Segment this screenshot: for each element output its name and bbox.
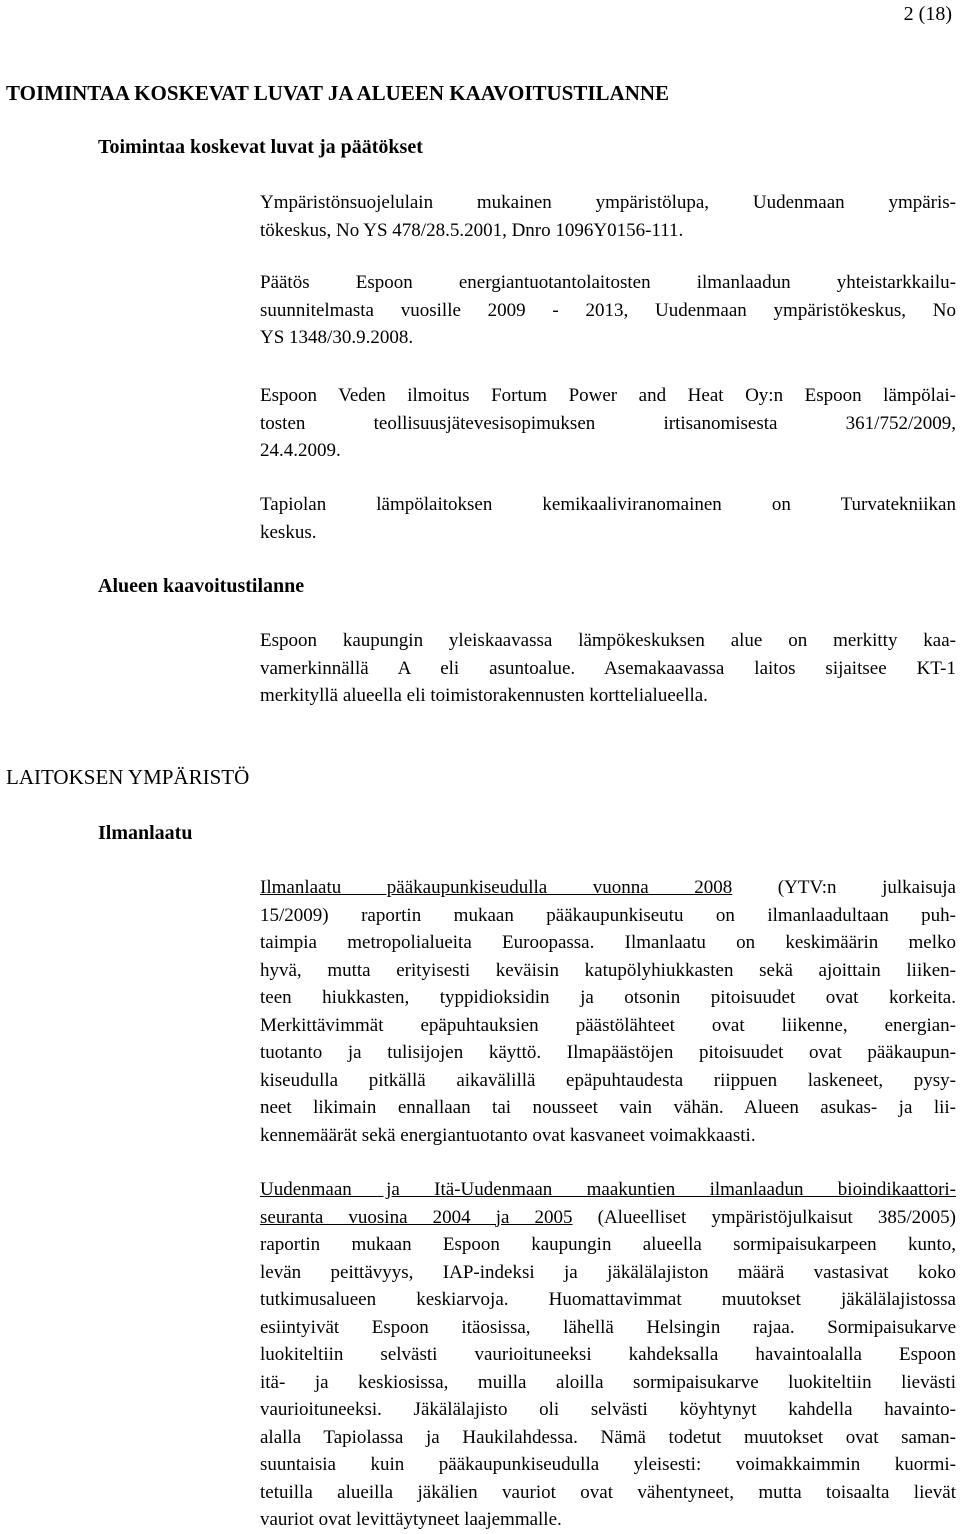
text-line bbox=[260, 874, 956, 902]
section-title-environment: LAITOKSEN YMPÄRISTÖ bbox=[6, 765, 250, 789]
text-line: vauriot ovat levittäytyneet laajemmalle. bbox=[260, 1509, 562, 1530]
text-line: 15/2009) raportin mukaan pääkaupunkiseutu on ilmanlaadultaan puh- bbox=[260, 904, 956, 926]
paragraph-air-quality-report bbox=[260, 874, 956, 1149]
text-line: vamerkinnällä A eli asuntoalue. Asemakaavassa laitos sijaitsee KT-1 bbox=[260, 657, 956, 679]
page-number: 2 (18) bbox=[903, 3, 952, 25]
section-title-permits: TOIMINTAA KOSKEVAT LUVAT JA ALUEEN KAAVOITUSTILANNE bbox=[6, 81, 670, 105]
text-line: itä- ja keskiosissa, muilla aloilla sormipaisukarve luokiteltiin lievästi bbox=[260, 1371, 956, 1393]
text-line: alalla Tapiolassa ja Haukilahdessa. Nämä todetut muutokset ovat saman- bbox=[260, 1426, 956, 1448]
text-line: neet likimain ennallaan tai nousseet vain vähän. Alueen asukas- ja lii- bbox=[260, 1097, 956, 1118]
text-line bbox=[260, 1176, 956, 1204]
text-line: tökeskus, No YS 478/28.5.2001, Dnro 1096Y0156-111. bbox=[260, 219, 684, 241]
text-line: Päätös Espoon energiantuotantolaitosten ilmanlaadun yhteistarkkailu- bbox=[260, 272, 956, 293]
text-line: tuotanto ja tulisijojen käyttö. Ilmapäästöjen pitoisuudet ovat pääkaupun- bbox=[260, 1042, 956, 1063]
text-line: Tapiolan lämpölaitoksen kemikaaliviranomainen on Turvatekniikan bbox=[260, 494, 956, 515]
text-line: esiintyivät Espoon itäosissa, lähellä Helsingin rajaa. Sormipaisukarve bbox=[260, 1316, 956, 1338]
report-link[interactable]: Uudenmaan ja Itä-Uudenmaan maakuntien ilmanlaadun bioindikaattori- bbox=[260, 1179, 956, 1200]
text-line: suuntaisia kuin pääkaupunkiseudulla yleisesti: voimakkaimmin kuormi- bbox=[260, 1454, 956, 1475]
text-line: levän peittävyys, IAP-indeksi ja jäkälälajiston määrä vastasivat koko bbox=[260, 1261, 956, 1283]
text-line: Espoon Veden ilmoitus Fortum Power and Heat Oy:n Espoon lämpölai- bbox=[260, 385, 956, 406]
paragraph-wastewater-notice bbox=[260, 382, 956, 465]
text-line: raportin mukaan Espoon kaupungin alueella sormipaisukarpeen kunto, bbox=[260, 1234, 956, 1255]
paragraph-chemical-authority bbox=[260, 491, 956, 546]
report-link[interactable]: Ilmanlaatu pääkaupunkiseudulla vuonna 2008 bbox=[260, 877, 733, 898]
text-fragment: (YTV:n julkaisuja bbox=[732, 877, 956, 898]
text-line: YS 1348/30.9.2008. bbox=[260, 327, 414, 348]
paragraph-environmental-permit bbox=[260, 189, 956, 244]
text-fragment: (Alueelliset ympäristöjulkaisut 385/2005) bbox=[572, 1206, 956, 1228]
text-line: merkityllä alueella eli toimistorakennusten korttelialueella. bbox=[260, 685, 708, 706]
paragraph-zoning bbox=[260, 627, 956, 710]
subsection-title-air-quality: Ilmanlaatu bbox=[98, 822, 193, 844]
text-line: tosten teollisuusjätevesisopimuksen irtisanomisesta 361/752/2009, bbox=[260, 412, 956, 434]
text-line: Merkittävimmät epäpuhtauksien päästölähteet ovat liikenne, energian- bbox=[260, 1014, 956, 1036]
text-line: hyvä, mutta erityisesti keväisin katupölyhiukkasten sekä ajoittain liiken- bbox=[260, 959, 956, 981]
paragraph-air-quality-decision bbox=[260, 269, 956, 352]
text-line: 24.4.2009. bbox=[260, 440, 341, 461]
text-line: luokiteltiin selvästi vaurioituneeksi kahdeksalla havaintoalalla Espoon bbox=[260, 1344, 956, 1365]
text-line: kennemäärät sekä energiantuotanto ovat kasvaneet voimakkaasti. bbox=[260, 1124, 756, 1146]
subsection-title-permits: Toimintaa koskevat luvat ja päätökset bbox=[98, 136, 423, 158]
text-line: tutkimusalueen keskiarvoja. Huomattavimmat muutokset jäkälälajistossa bbox=[260, 1289, 956, 1310]
text-line: suunnitelmasta vuosille 2009 - 2013, Uudenmaan ympäristökeskus, No bbox=[260, 299, 956, 321]
text-line: taimpia metropolialueita Euroopassa. Ilmanlaatu on keskimäärin melko bbox=[260, 932, 956, 953]
text-line bbox=[260, 1204, 956, 1232]
text-line: kiseudulla pitkällä aikavälillä epäpuhtaudesta riippuen laskeneet, pysy- bbox=[260, 1069, 956, 1091]
text-line: Espoon kaupungin yleiskaavassa lämpökeskuksen alue on merkitty kaa- bbox=[260, 630, 956, 651]
text-line: Ympäristönsuojelulain mukainen ympäristölupa, Uudenmaan ympäris- bbox=[260, 192, 956, 213]
text-line: vaurioituneeksi. Jäkälälajisto oli selvästi köyhtynyt kahdella havainto- bbox=[260, 1399, 956, 1420]
text-line: keskus. bbox=[260, 521, 317, 543]
report-link[interactable]: seuranta vuosina 2004 ja 2005 bbox=[260, 1206, 573, 1228]
subsection-title-zoning: Alueen kaavoitustilanne bbox=[98, 575, 305, 597]
paragraph-bioindicator-report bbox=[260, 1176, 956, 1534]
text-line: tetuilla alueilla jäkälien vauriot ovat vähentyneet, mutta toisaalta lievät bbox=[260, 1481, 956, 1503]
text-line: teen hiukkasten, typpidioksidin ja otsonin pitoisuudet ovat korkeita. bbox=[260, 987, 956, 1008]
